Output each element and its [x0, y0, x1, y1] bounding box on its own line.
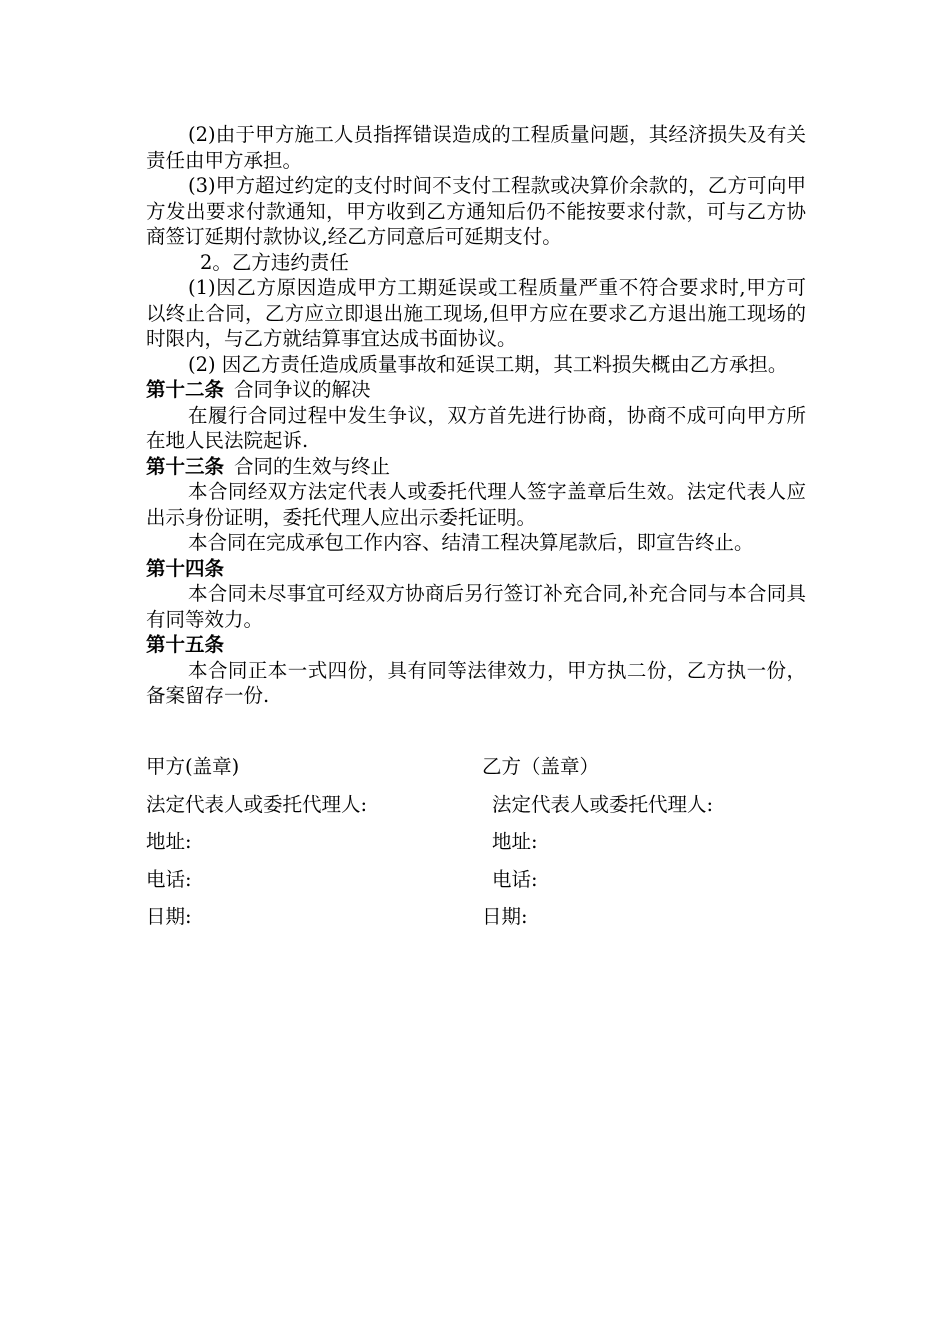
- article-title: 第十三条: [146, 454, 225, 478]
- party-a-phone-label: 电话:: [146, 867, 192, 891]
- clause-paragraph: 本合同经双方法定代表人或委托代理人签字盖章后生效。法定代表人应出示身份证明，委托代理人应出示委托证明。: [146, 480, 806, 529]
- clause-paragraph: 在履行合同过程中发生争议，双方首先进行协商，协商不成可向甲方所在地人民法院起诉.: [146, 403, 806, 452]
- article-title: 第十五条: [146, 633, 225, 656]
- signature-block: [146, 752, 806, 940]
- article-title: 第十二条: [146, 378, 225, 401]
- party-b-seal-label: 乙方（盖章）: [482, 755, 600, 778]
- party-a-address-label: 地址:: [146, 830, 192, 853]
- article-title: 第十四条: [146, 556, 225, 580]
- article-12-heading: [146, 377, 806, 403]
- party-a-seal-label: 甲方(盖章): [146, 755, 240, 778]
- signature-row: [146, 752, 806, 790]
- clause-paragraph: (2) 因乙方责任造成质量事故和延误工期，其工料损失概由乙方承担。: [188, 352, 788, 376]
- signature-row: [146, 902, 806, 940]
- signature-row: [146, 790, 806, 828]
- signature-row: [146, 827, 806, 865]
- clause-paragraph: 本合同在完成承包工作内容、结清工程决算尾款后，即宣告终止。: [188, 531, 754, 554]
- party-a-date-label: 日期:: [146, 905, 192, 928]
- clause-paragraph: 本合同正本一式四份，具有同等法律效力，甲方执二份，乙方执一份，备案留存一份.: [146, 658, 806, 707]
- signature-row: [146, 865, 806, 903]
- article-subtitle: 合同争议的解决: [234, 378, 371, 401]
- clause-heading: 2。乙方违约责任: [200, 250, 349, 274]
- article-15-heading: [146, 632, 806, 658]
- clause-paragraph: (1)因乙方原因造成甲方工期延误或工程质量严重不符合要求时,甲方可以终止合同，乙方应立即退出施工现场,但甲方应在要求乙方退出施工现场的时限内，与乙方就结算事宜达成书面协议。: [146, 276, 806, 350]
- party-b-representative-label: 法定代表人或委托代理人:: [492, 792, 714, 816]
- article-13-heading: [146, 454, 806, 480]
- clause-paragraph: (3)甲方超过约定的支付时间不支付工程款或决算价余款的，乙方可向甲方发出要求付款通知，甲方收到乙方通知后仍不能按要求付款，可与乙方协商签订延期付款协议,经乙方同意后可延期支付。: [146, 174, 806, 248]
- article-subtitle: 合同的生效与终止: [234, 454, 391, 478]
- clause-paragraph: 本合同未尽事宜可经双方协商后另行签订补充合同,补充合同与本合同具有同等效力。: [146, 582, 806, 631]
- party-b-phone-label: 电话:: [492, 867, 538, 891]
- article-14-heading: [146, 556, 806, 582]
- party-a-representative-label: 法定代表人或委托代理人:: [146, 792, 368, 816]
- party-b-address-label: 地址:: [492, 830, 538, 853]
- party-b-date-label: 日期:: [482, 905, 528, 928]
- contract-body: [146, 122, 806, 709]
- clause-paragraph: (2)由于甲方施工人员指挥错误造成的工程质量问题，其经济损失及有关责任由甲方承担。: [146, 123, 806, 172]
